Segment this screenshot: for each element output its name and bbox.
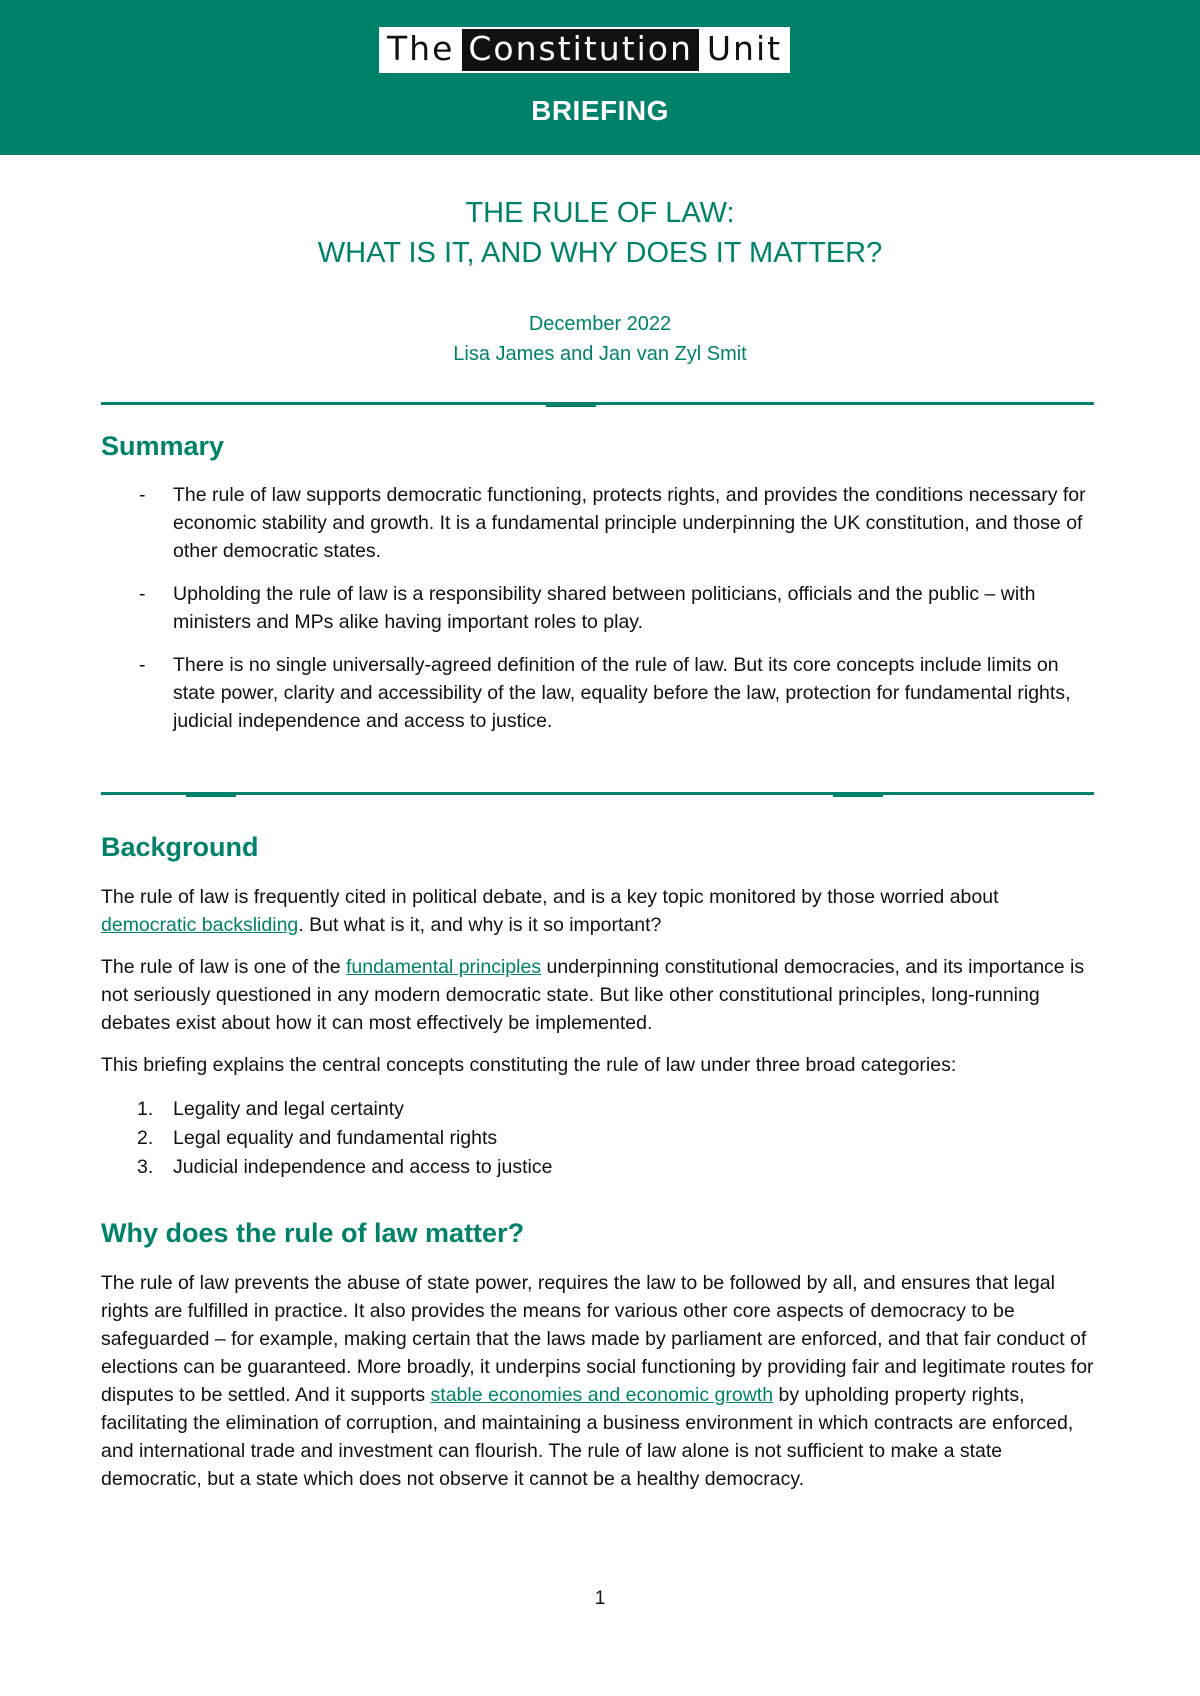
- summary-bullet: [101, 481, 1091, 565]
- dash-marker: -: [139, 583, 146, 605]
- background-paragraph-2: [101, 953, 1096, 1037]
- title-line-1: THE RULE OF LAW:: [465, 197, 735, 229]
- document-meta: [0, 309, 1200, 369]
- dash-marker: -: [139, 484, 146, 506]
- logo-word-the: The: [381, 29, 460, 71]
- divider-accent: [833, 794, 883, 797]
- text-run: by upholding property rights, facilitating the elimination of corruption, and maintaining a business environment in which contracts are enforced, and international trade and investment can flourish. The rule of law alone is not sufficient to make a state democratic, but a state which does not observe it cannot be a healthy democracy.: [101, 1384, 1074, 1490]
- summary-heading: Summary: [101, 431, 225, 461]
- logo-word-unit: Unit: [701, 29, 788, 71]
- summary-bullet: [101, 651, 1091, 735]
- header-band: [0, 0, 1200, 155]
- divider-middle: [101, 792, 1094, 795]
- summary-bullet-text: Upholding the rule of law is a responsibility shared between politicians, officials and the public – with ministers and MPs alike having important roles to play.: [173, 583, 1036, 633]
- summary-bullet: [101, 580, 1091, 636]
- why-heading: Why does the rule of law matter?: [101, 1218, 525, 1248]
- text-run: The rule of law is one of the: [101, 956, 346, 978]
- summary-bullets: [101, 481, 1091, 750]
- list-item-text: Legality and legal certainty: [173, 1098, 404, 1120]
- briefing-label: BRIEFING: [531, 95, 669, 126]
- background-paragraph-3: This briefing explains the central concepts constituting the rule of law under three broad categories:: [101, 1054, 957, 1076]
- text-run: . But what is it, and why is it so important?: [298, 914, 662, 936]
- stable-economies-link[interactable]: stable economies and economic growth: [430, 1384, 774, 1406]
- background-paragraph-1: [101, 883, 1096, 939]
- list-item: [101, 1124, 552, 1153]
- dash-marker: -: [139, 654, 146, 676]
- list-number: 2.: [137, 1127, 154, 1149]
- authors: Lisa James and Jan van Zyl Smit: [453, 343, 747, 365]
- list-item: [101, 1153, 552, 1182]
- background-heading: Background: [101, 832, 259, 862]
- list-item: [101, 1095, 552, 1124]
- text-run: The rule of law prevents the abuse of state power, requires the law to be followed by all, and ensures that legal rights are fulfilled in practice. It also provides the means for various other core aspects of democracy to be safeguarded – for example, making certain that the laws made by parliament are enforced, and that fair conduct of elections can be guaranteed. More broadly, it underpins social functioning by providing fair and legitimate routes for disputes to be settled. And it supports: [101, 1272, 1094, 1406]
- democratic-backsliding-link[interactable]: democratic backsliding: [101, 914, 299, 936]
- text-run: The rule of law is frequently cited in political debate, and is a key topic monitored by those worried about: [101, 886, 999, 908]
- list-number: 3.: [137, 1156, 154, 1178]
- document-title: [0, 193, 1200, 273]
- constitution-unit-logo: [379, 27, 790, 73]
- summary-bullet-text: There is no single universally-agreed definition of the rule of law. But its core concepts include limits on state power, clarity and accessibility of the law, equality before the law, protection for fundamental rights, judicial independence and access to justice.: [173, 654, 1071, 732]
- title-line-2: WHAT IS IT, AND WHY DOES IT MATTER?: [317, 237, 883, 269]
- divider-accent: [546, 404, 596, 407]
- publication-date: December 2022: [528, 313, 672, 335]
- logo-word-constitution: Constitution: [462, 29, 699, 71]
- categories-list: [101, 1095, 552, 1182]
- list-item-text: Judicial independence and access to justice: [173, 1156, 553, 1178]
- text-run: underpinning constitutional democracies, and its importance is not seriously questioned in any modern democratic state. But like other constitutional principles, long-running debates exist about how it can most effectively be implemented.: [101, 956, 1085, 1034]
- why-paragraph: [101, 1269, 1096, 1493]
- divider-accent: [186, 794, 236, 797]
- summary-bullet-text: The rule of law supports democratic functioning, protects rights, and provides the conditions necessary for economic stability and growth. It is a fundamental principle underpinning the UK constitution, and those of other democratic states.: [173, 484, 1086, 562]
- list-number: 1.: [137, 1098, 154, 1120]
- divider-top: [101, 402, 1094, 405]
- fundamental-principles-link[interactable]: fundamental principles: [345, 956, 542, 978]
- list-item-text: Legal equality and fundamental rights: [173, 1127, 498, 1149]
- page-number: 1: [594, 1588, 606, 1609]
